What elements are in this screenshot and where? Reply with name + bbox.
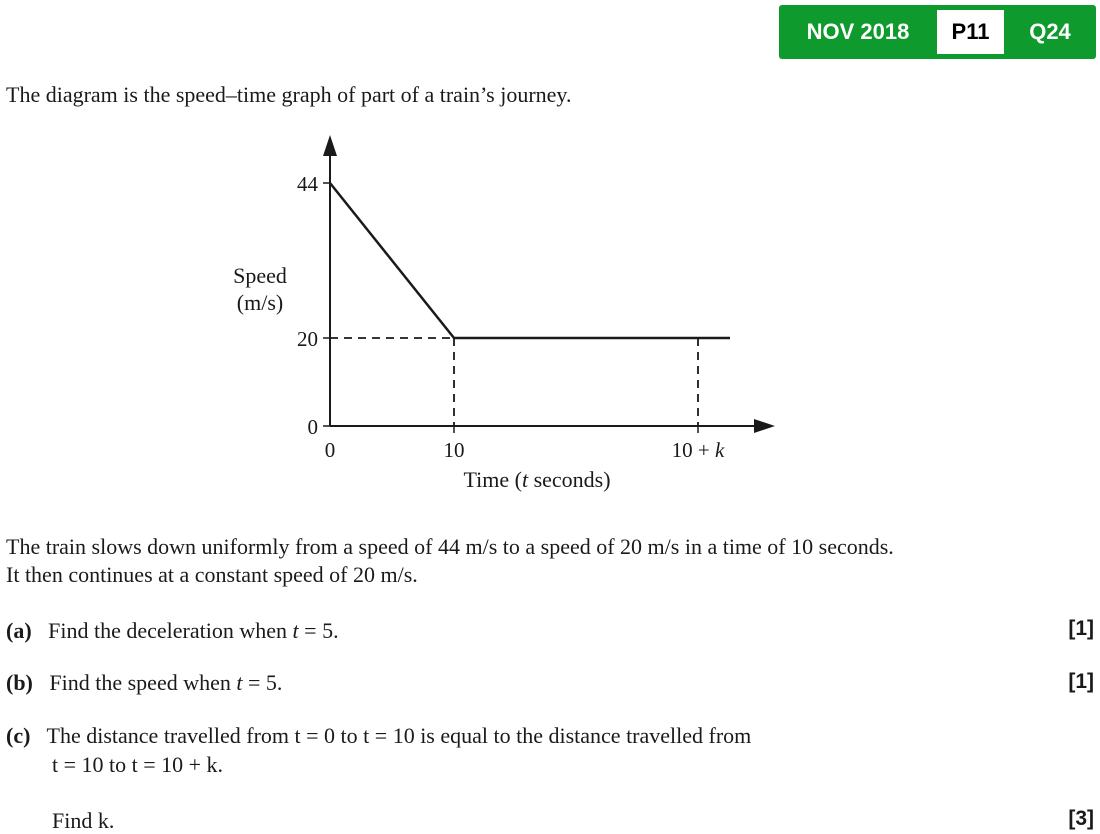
x-tick-label-10: 10 — [443, 438, 465, 462]
part-c-label: (c) — [6, 723, 31, 748]
part-b — [6, 670, 282, 696]
part-c-find: Find k. — [52, 808, 115, 833]
part-a-marks: [1] — [1068, 617, 1094, 640]
paper-number: P11 — [937, 10, 1004, 54]
y-axis-label-speed: Speed — [233, 263, 287, 288]
x-tick-label-0: 0 — [324, 438, 336, 462]
y-axis-arrow — [323, 135, 337, 156]
x-axis-label: Time (t seconds) — [463, 467, 611, 492]
x-tick-label-10k: 10 + k — [671, 438, 725, 462]
deceleration-segment — [330, 183, 454, 338]
part-c — [6, 723, 751, 749]
part-a — [6, 618, 339, 644]
part-a-var: t — [292, 618, 299, 643]
body-line-2: It then continues at a constant speed of 20 m/s. — [6, 562, 418, 587]
body-line-1: The train slows down uniformly from a speed of 44 m/s to a speed of 20 m/s in a time of 10 seconds. — [6, 534, 894, 559]
y-tick-label-20: 20 — [297, 327, 318, 351]
part-a-text: Find the deceleration when — [48, 618, 293, 643]
part-c-line-2: t = 10 to t = 10 + k. — [52, 752, 224, 777]
part-c-line-1: The distance travelled from t = 0 to t = 10 is equal to the distance travelled from — [46, 723, 752, 748]
part-c-marks: [3] — [1068, 807, 1094, 830]
y-axis-label-unit: (m/s) — [236, 290, 284, 315]
y-tick-label-0: 0 — [307, 415, 318, 439]
exam-date: NOV 2018 — [806, 19, 910, 44]
y-tick-label-44: 44 — [297, 172, 318, 196]
part-a-label: (a) — [6, 618, 32, 643]
question-number: Q24 — [1029, 19, 1071, 44]
part-b-marks: [1] — [1068, 670, 1094, 693]
intro-text: The diagram is the speed–time graph of part of a train’s journey. — [6, 82, 572, 107]
part-b-label: (b) — [6, 670, 33, 695]
part-a-text-end: = 5. — [298, 618, 339, 643]
part-b-var: t — [236, 670, 243, 695]
part-b-text-end: = 5. — [242, 670, 283, 695]
x-axis-arrow — [754, 419, 775, 433]
part-b-text: Find the speed when — [49, 670, 237, 695]
